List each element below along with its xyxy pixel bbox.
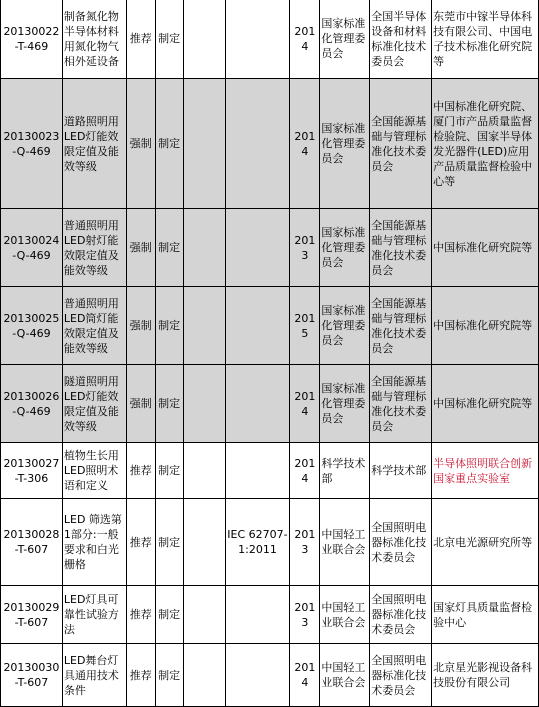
project-name-cell: LED舞台灯具通用技术条件 bbox=[62, 644, 126, 707]
adopted-standard-cell bbox=[225, 209, 290, 287]
project-name-cell: LED灯具可靠性试验方法 bbox=[62, 586, 126, 644]
completion-year-cell: 2013 bbox=[290, 499, 320, 586]
nature-cell: 推荐 bbox=[126, 0, 155, 79]
plan-number-cell: 20130023-Q-469 bbox=[1, 79, 63, 209]
committee-cell: 全国照明电器标准化技术委员会 bbox=[370, 499, 432, 586]
plan-number-cell: 20130026-Q-469 bbox=[1, 365, 63, 443]
replaced-standard-cell bbox=[183, 365, 225, 443]
drafter-cell: 北京电光源研究所等 bbox=[432, 499, 539, 586]
department-cell: 国家标准化管理委员会 bbox=[320, 209, 370, 287]
project-name-cell: LED 筛选第1部分:一般要求和白光栅格 bbox=[62, 499, 126, 586]
nature-cell: 强制 bbox=[126, 79, 155, 209]
committee-cell: 全国能源基础与管理标准化技术委员会 bbox=[370, 209, 432, 287]
committee-cell: 科学技术部 bbox=[370, 443, 432, 499]
committee-cell: 全国半导体设备和材料标准化技术委员会 bbox=[370, 0, 432, 79]
project-name-cell: 植物生长用LED照明术语和定义 bbox=[62, 443, 126, 499]
adopted-standard-cell bbox=[225, 79, 290, 209]
nature-cell: 推荐 bbox=[126, 443, 155, 499]
drafter-cell: 中国标准化研究院、厦门市产品质量监督检验院、国家半导体发光器件(LED)应用产品质量监督检验中心等 bbox=[432, 79, 539, 209]
committee-cell: 全国照明电器标准化技术委员会 bbox=[370, 586, 432, 644]
adopted-standard-cell bbox=[225, 0, 290, 79]
type-cell: 制定 bbox=[155, 0, 183, 79]
adopted-standard-cell bbox=[225, 644, 290, 707]
project-name-cell: 普通照明用LED射灯能效限定值及能效等级 bbox=[62, 209, 126, 287]
plan-number-cell: 20130030-T-607 bbox=[1, 644, 63, 707]
committee-cell: 全国能源基础与管理标准化技术委员会 bbox=[370, 79, 432, 209]
table-row bbox=[1, 0, 539, 79]
drafter-cell: 中国标准化研究院等 bbox=[432, 287, 539, 365]
completion-year-cell: 2013 bbox=[290, 209, 320, 287]
nature-cell: 强制 bbox=[126, 365, 155, 443]
completion-year-cell: 2014 bbox=[290, 0, 320, 79]
project-name-cell: 道路照明用LED灯能效限定值及能效等级 bbox=[62, 79, 126, 209]
department-cell: 中国轻工业联合会 bbox=[320, 499, 370, 586]
completion-year-cell: 2014 bbox=[290, 644, 320, 707]
drafter-cell: 半导体照明联合创新国家重点实验室 bbox=[432, 443, 539, 499]
completion-year-cell: 2013 bbox=[290, 586, 320, 644]
plan-number-cell: 20130024-Q-469 bbox=[1, 209, 63, 287]
plan-number-cell: 20130027-T-306 bbox=[1, 443, 63, 499]
nature-cell: 推荐 bbox=[126, 586, 155, 644]
department-cell: 国家标准化管理委员会 bbox=[320, 79, 370, 209]
adopted-standard-cell bbox=[225, 443, 290, 499]
nature-cell: 强制 bbox=[126, 287, 155, 365]
project-name-cell: 制备氮化物半导体材料用氮化物气相外延设备 bbox=[62, 0, 126, 79]
replaced-standard-cell bbox=[183, 79, 225, 209]
project-name-cell: 隧道照明用LED灯能效限定值及能效等级 bbox=[62, 365, 126, 443]
type-cell: 制定 bbox=[155, 79, 183, 209]
completion-year-cell: 2015 bbox=[290, 287, 320, 365]
department-cell: 科学技术部 bbox=[320, 443, 370, 499]
department-cell: 国家标准化管理委员会 bbox=[320, 0, 370, 79]
drafter-cell: 北京星光影视设备科技股份有限公司 bbox=[432, 644, 539, 707]
table-row bbox=[1, 443, 539, 499]
table-row bbox=[1, 586, 539, 644]
type-cell: 制定 bbox=[155, 209, 183, 287]
replaced-standard-cell bbox=[183, 209, 225, 287]
completion-year-cell: 2014 bbox=[290, 365, 320, 443]
department-cell: 中国轻工业联合会 bbox=[320, 644, 370, 707]
completion-year-cell: 2014 bbox=[290, 79, 320, 209]
plan-number-cell: 20130025-Q-469 bbox=[1, 287, 63, 365]
replaced-standard-cell bbox=[183, 0, 225, 79]
plan-number-cell: 20130029-T-607 bbox=[1, 586, 63, 644]
replaced-standard-cell bbox=[183, 443, 225, 499]
table-row bbox=[1, 365, 539, 443]
replaced-standard-cell bbox=[183, 644, 225, 707]
replaced-standard-cell bbox=[183, 586, 225, 644]
table-row bbox=[1, 209, 539, 287]
adopted-standard-cell bbox=[225, 365, 290, 443]
adopted-standard-cell bbox=[225, 586, 290, 644]
department-cell: 国家标准化管理委员会 bbox=[320, 287, 370, 365]
type-cell: 制定 bbox=[155, 644, 183, 707]
committee-cell: 全国能源基础与管理标准化技术委员会 bbox=[370, 287, 432, 365]
table-row bbox=[1, 287, 539, 365]
plan-number-cell: 20130022-T-469 bbox=[1, 0, 63, 79]
type-cell: 制定 bbox=[155, 443, 183, 499]
replaced-standard-cell bbox=[183, 287, 225, 365]
type-cell: 制定 bbox=[155, 287, 183, 365]
department-cell: 国家标准化管理委员会 bbox=[320, 365, 370, 443]
nature-cell: 推荐 bbox=[126, 644, 155, 707]
type-cell: 制定 bbox=[155, 365, 183, 443]
nature-cell: 推荐 bbox=[126, 499, 155, 586]
drafter-cell: 国家灯具质量监督检验中心 bbox=[432, 586, 539, 644]
replaced-standard-cell bbox=[183, 499, 225, 586]
project-name-cell: 普通照明用LED筒灯能效限定值及能效等级 bbox=[62, 287, 126, 365]
adopted-standard-cell: IEC 62707-1:2011 bbox=[225, 499, 290, 586]
nature-cell: 强制 bbox=[126, 209, 155, 287]
plan-number-cell: 20130028-T-607 bbox=[1, 499, 63, 586]
department-cell: 中国轻工业联合会 bbox=[320, 586, 370, 644]
table-row bbox=[1, 644, 539, 707]
type-cell: 制定 bbox=[155, 586, 183, 644]
committee-cell: 全国照明电器标准化技术委员会 bbox=[370, 644, 432, 707]
table-row bbox=[1, 79, 539, 209]
type-cell: 制定 bbox=[155, 499, 183, 586]
committee-cell: 全国能源基础与管理标准化技术委员会 bbox=[370, 365, 432, 443]
table-row bbox=[1, 499, 539, 586]
drafter-cell: 中国标准化研究院等 bbox=[432, 209, 539, 287]
drafter-cell: 东莞市中镓半导体科技有限公司、中国电子技术标准化研究院等 bbox=[432, 0, 539, 79]
drafter-cell: 中国标准化研究院等 bbox=[432, 365, 539, 443]
completion-year-cell: 2014 bbox=[290, 443, 320, 499]
adopted-standard-cell bbox=[225, 287, 290, 365]
